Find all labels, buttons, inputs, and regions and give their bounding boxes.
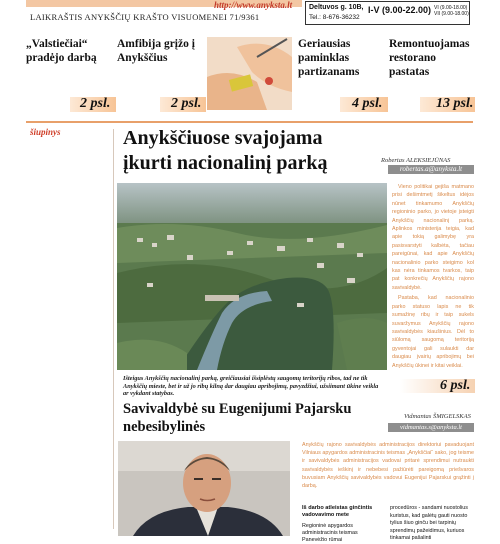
second-article-body-col2: procedūros - sandami nuostolius kuristus, kad galėtų gauti nuosto tylius šiuo ginču bei tarpinių sprendimų pažeidimus, kuriuos tinkamai pašalinti [390,505,468,542]
section-divider [26,121,473,123]
website-url[interactable]: http://www.anyksta.lt [214,0,293,10]
second-article-lead: Anykščių rajono savivaldybės administracijos direktoriui pavaduojant Vilniaus apygardos administracinis teismas „Anykščiai“ sako, jog teisme ir savivaldybės administracijos vadovai pritarė sprendimui nutraukti savivaldybės ieškinį ir nebebesi pažiūrėti pareigomą priešvaros buvusiam Anykščių savivaldybės vadovui Eugenijui Pajarskui grąžinti į darbą. [302,442,474,490]
phone-line: Tel.: 8-676-36232 [309,14,360,21]
page-ref-1[interactable]: 2 psl. [80,96,111,111]
weekend-hours: VI (9.00-18.00) VII (9.00-18.00) [434,5,469,17]
second-article-subhead: Iš darbo atleistas ginčintis vadovavimo mete [302,505,373,518]
page-ref-2[interactable]: 2 psl. [171,96,202,111]
second-headline[interactable]: Savivaldybė su Eugenijumi Pajarsku nebesibylinės [123,401,352,435]
continue-page-ref[interactable]: 6 psl. [440,378,471,393]
main-headline[interactable]: Anykščiuose svajojama įkurti nacionalinį parką [123,127,328,174]
office-address-box [305,1,470,25]
main-article-body [392,183,474,372]
address-line: Deltuvos g. 10B, [309,4,364,11]
main-author: Robertas ALEKSIEJŪNAS [381,157,451,164]
column-divider [113,129,114,529]
second-author: Vidmantas ŠMIGELSKAS [404,413,471,420]
newspaper-tagline: LAIKRAŠTIS ANYKŠČIŲ KRAŠTO VISUOMENEI 71/9361 [30,12,260,22]
page-ref-3[interactable]: 4 psl. [352,96,383,111]
teaser-title-4[interactable]: Remontuojamas restorano pastatas [389,38,470,78]
second-article-body-col1: Regioninė apygardos administracinis teismas Panevėžio rūmai [302,523,358,543]
working-hours: I-V (9.00-22.00) [368,5,432,15]
main-body-paragraph-2: Pastaba, kad nacionalinio parko statuso lapis ne tik sumažinę ribų ir taip sukels suvaržymus Anykščių rajono savivaldybės kiaušinius. Dėl to siūlomą saugomą teritoriją gyventojai gali sulaukti dar daugiau įvairių apribojimų bei Anykščių ūkinei ir kitai veiklai. [392,295,474,369]
teaser-title-2[interactable]: Amfibija grįžo į Anykščius [117,38,195,64]
teaser-photo-hand-drawing[interactable] [207,37,292,110]
section-label: šiupinys [30,127,61,137]
teaser-title-3[interactable]: Geriausias paminklas partizanams [298,38,360,78]
main-author-email[interactable]: robertas.a@anyksta.lt [388,165,474,174]
teaser-title-1[interactable]: „Valstiečiai“ pradėjo darbą [26,38,97,64]
page-ref-4[interactable]: 13 psl. [436,96,474,111]
main-body-paragraph-1: Vieno politikai gejiša matmano prisi dešimtmetį šikeltus idėjos nūnet tinkamumo Anykščių regioninio parko, jo vietoje įsteigti Anykščių nacionalinį parką. Aplinkos ministerija teigia, kad apie tokią galimybę yra pasisvarstyti kalbėta, tačiau pareigūnai, kad apie Anykščių nacionalinio parko steigimo kol kas nėra tinkamos tvarkos, taip pat konkrečių Anykščių rajono savivaldybė. [392,184,474,291]
aerial-photo-anyksciai [117,183,387,370]
second-author-email[interactable]: vidmantas.s@anyksta.lt [388,423,474,432]
portrait-photo-pajarskas [118,441,290,536]
main-photo-caption: Išteigus Anykščių nacionalinį parką, greičiausiai išsiplėstų saugomų teritorijų ribos, tad ne tik Anykščių mieste, bet ir už jo ribų kilną dar daugiau apribojimų, pavyzdžiui, užsiimant ūkine veikla ar vykdant statybas. [123,375,379,397]
